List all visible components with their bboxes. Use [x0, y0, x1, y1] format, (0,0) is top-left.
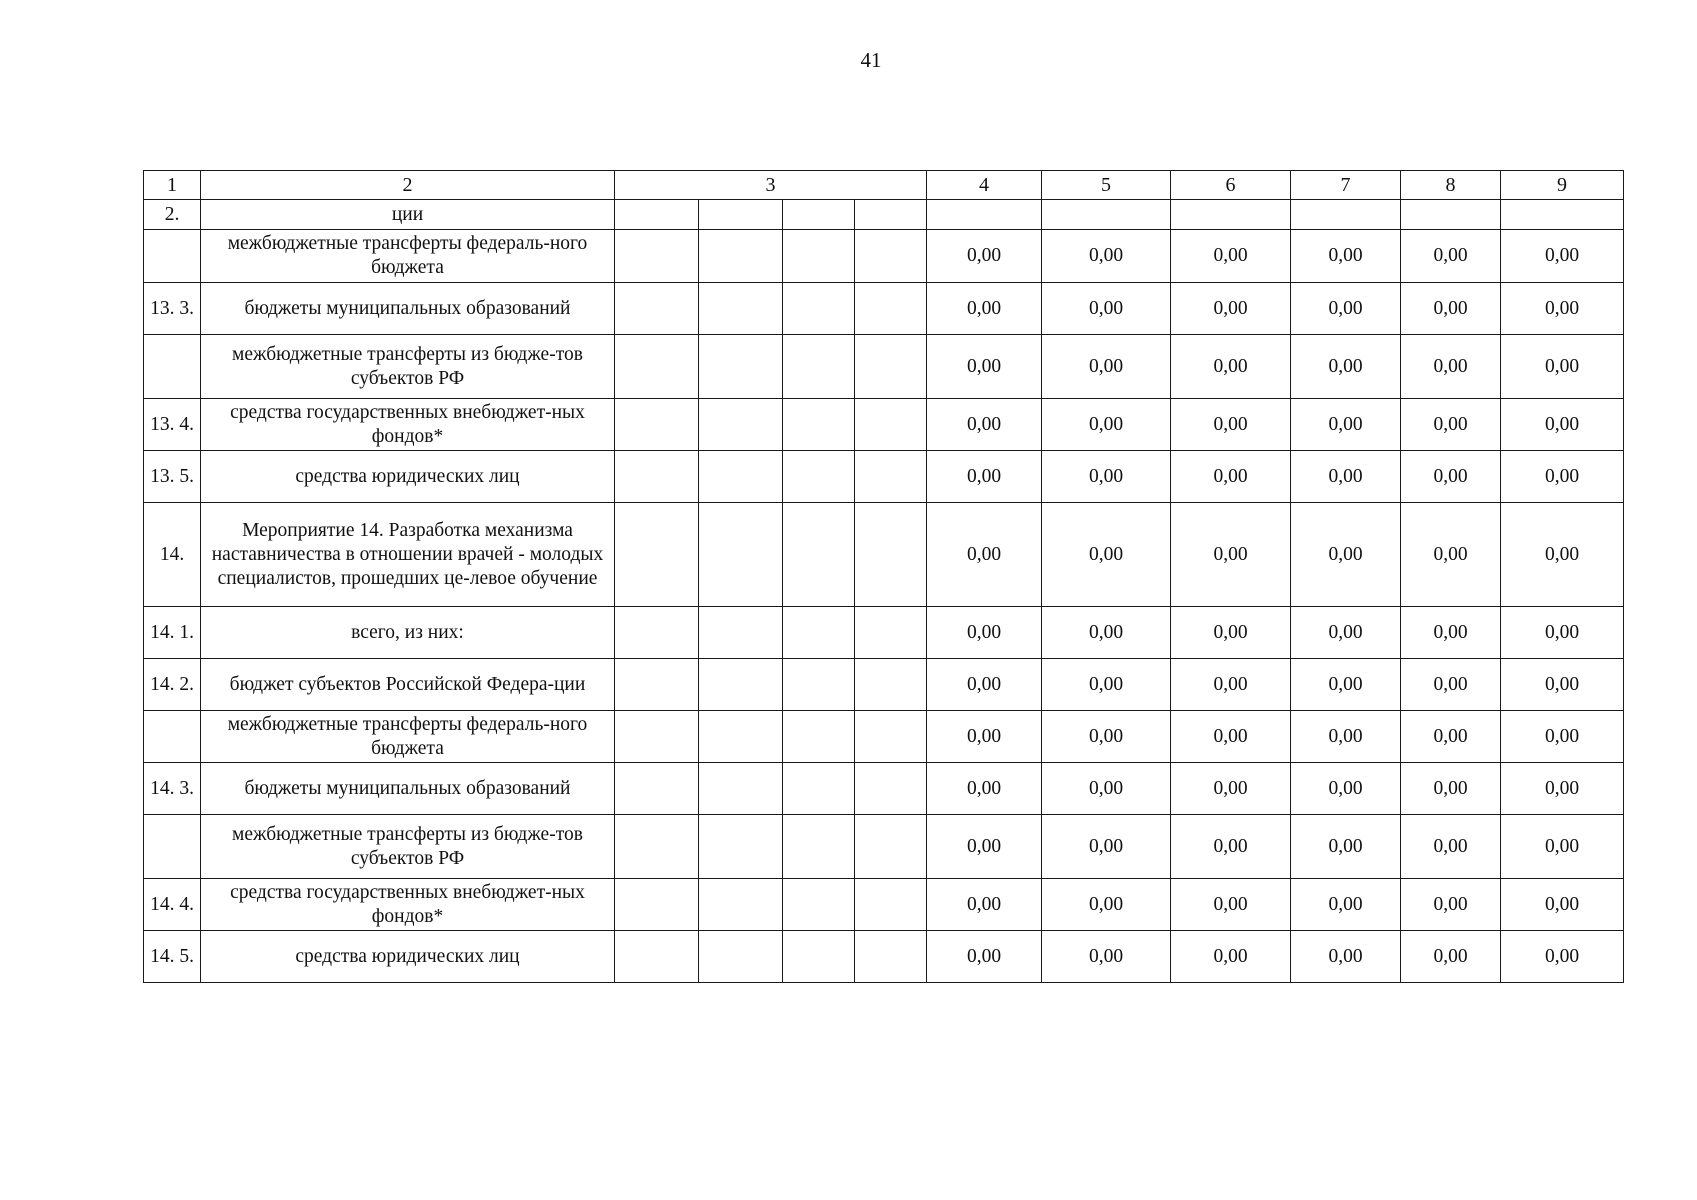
empty-cell [699, 399, 783, 451]
value-cell: 0,00 [1401, 335, 1501, 399]
value-cell: 0,00 [1501, 815, 1624, 879]
row-number: 13. 4. [144, 399, 201, 451]
empty-cell [1501, 200, 1624, 230]
header-cell: 7 [1291, 171, 1401, 200]
row-name: бюджет субъектов Российской Федера-ции [201, 659, 615, 711]
value-cell: 0,00 [1501, 335, 1624, 399]
row-name: средства государственных внебюджет-ных фондов* [201, 879, 615, 931]
empty-cell [855, 763, 927, 815]
empty-cell [783, 659, 855, 711]
value-cell: 0,00 [1171, 399, 1291, 451]
row-name: средства государственных внебюджет-ных фондов* [201, 399, 615, 451]
empty-cell [783, 399, 855, 451]
header-cell: 2 [201, 171, 615, 200]
value-cell: 0,00 [1501, 451, 1624, 503]
row-number: 14. [144, 503, 201, 607]
empty-cell [615, 931, 699, 983]
value-cell: 0,00 [1171, 879, 1291, 931]
row-name: межбюджетные трансферты из бюдже-тов субъектов РФ [201, 815, 615, 879]
value-cell: 0,00 [1042, 503, 1171, 607]
table-row [144, 230, 1624, 283]
empty-cell [699, 879, 783, 931]
value-cell: 0,00 [1291, 815, 1401, 879]
value-cell: 0,00 [1291, 711, 1401, 763]
value-cell: 0,00 [1501, 763, 1624, 815]
table-row [144, 451, 1624, 503]
value-cell: 0,00 [1501, 399, 1624, 451]
value-cell: 0,00 [1171, 451, 1291, 503]
table-row [144, 200, 1624, 230]
empty-cell [783, 283, 855, 335]
empty-cell [699, 607, 783, 659]
header-cell: 1 [144, 171, 201, 200]
header-cell: 9 [1501, 171, 1624, 200]
row-number: 2. [144, 200, 201, 230]
row-number: 13. 3. [144, 283, 201, 335]
empty-cell [783, 335, 855, 399]
header-cell: 8 [1401, 171, 1501, 200]
row-name: бюджеты муниципальных образований [201, 283, 615, 335]
empty-cell [699, 763, 783, 815]
value-cell: 0,00 [927, 607, 1042, 659]
value-cell: 0,00 [1042, 451, 1171, 503]
value-cell: 0,00 [1401, 607, 1501, 659]
empty-cell [783, 230, 855, 283]
value-cell: 0,00 [1291, 399, 1401, 451]
value-cell: 0,00 [1171, 763, 1291, 815]
empty-cell [699, 815, 783, 879]
empty-cell [615, 503, 699, 607]
value-cell: 0,00 [1501, 503, 1624, 607]
empty-cell [855, 815, 927, 879]
empty-cell [699, 335, 783, 399]
value-cell: 0,00 [1401, 763, 1501, 815]
value-cell: 0,00 [1042, 763, 1171, 815]
page-number: 41 [860, 48, 882, 72]
row-number: 13. 5. [144, 451, 201, 503]
value-cell: 0,00 [927, 503, 1042, 607]
empty-cell [855, 931, 927, 983]
empty-cell [615, 879, 699, 931]
value-cell: 0,00 [927, 763, 1042, 815]
header-cell: 5 [1042, 171, 1171, 200]
value-cell: 0,00 [1501, 607, 1624, 659]
value-cell: 0,00 [1291, 503, 1401, 607]
table-row [144, 879, 1624, 931]
value-cell: 0,00 [927, 230, 1042, 283]
value-cell: 0,00 [1291, 335, 1401, 399]
row-number [144, 711, 201, 763]
value-cell: 0,00 [927, 283, 1042, 335]
value-cell: 0,00 [1401, 283, 1501, 335]
empty-cell [855, 335, 927, 399]
row-name: всего, из них: [201, 607, 615, 659]
table-row [144, 931, 1624, 983]
empty-cell [855, 711, 927, 763]
empty-cell [855, 607, 927, 659]
value-cell: 0,00 [1291, 283, 1401, 335]
table-row [144, 503, 1624, 607]
empty-cell [615, 763, 699, 815]
empty-cell [699, 283, 783, 335]
empty-cell [699, 931, 783, 983]
value-cell: 0,00 [1171, 283, 1291, 335]
value-cell: 0,00 [1171, 607, 1291, 659]
empty-cell [615, 399, 699, 451]
value-cell: 0,00 [1171, 931, 1291, 983]
value-cell: 0,00 [1291, 931, 1401, 983]
empty-cell [615, 283, 699, 335]
value-cell: 0,00 [1401, 399, 1501, 451]
empty-cell [783, 763, 855, 815]
value-cell: 0,00 [1171, 711, 1291, 763]
row-name: ции [201, 200, 615, 230]
value-cell: 0,00 [1501, 931, 1624, 983]
value-cell: 0,00 [1171, 659, 1291, 711]
empty-cell [615, 711, 699, 763]
value-cell: 0,00 [1501, 283, 1624, 335]
row-number: 14. 4. [144, 879, 201, 931]
empty-cell [855, 451, 927, 503]
row-name: средства юридических лиц [201, 451, 615, 503]
value-cell: 0,00 [1291, 879, 1401, 931]
table-row [144, 711, 1624, 763]
value-cell: 0,00 [1042, 931, 1171, 983]
budget-table [143, 170, 1624, 983]
value-cell: 0,00 [927, 711, 1042, 763]
empty-cell [783, 931, 855, 983]
value-cell: 0,00 [927, 815, 1042, 879]
value-cell: 0,00 [1042, 283, 1171, 335]
header-cell: 6 [1171, 171, 1291, 200]
value-cell: 0,00 [927, 451, 1042, 503]
row-name: межбюджетные трансферты из бюдже-тов субъектов РФ [201, 335, 615, 399]
value-cell: 0,00 [1042, 815, 1171, 879]
empty-cell [1042, 200, 1171, 230]
empty-cell [783, 503, 855, 607]
empty-cell [783, 607, 855, 659]
header-cell: 3 [615, 171, 927, 200]
table-row [144, 335, 1624, 399]
empty-cell [615, 230, 699, 283]
empty-cell [615, 607, 699, 659]
empty-cell [855, 503, 927, 607]
row-name: межбюджетные трансферты федераль-ного бюджета [201, 230, 615, 283]
value-cell: 0,00 [927, 659, 1042, 711]
row-number: 14. 3. [144, 763, 201, 815]
row-name: межбюджетные трансферты федераль-ного бюджета [201, 711, 615, 763]
empty-cell [1171, 200, 1291, 230]
empty-cell [615, 815, 699, 879]
table-row [144, 399, 1624, 451]
empty-cell [1291, 200, 1401, 230]
value-cell: 0,00 [927, 931, 1042, 983]
empty-cell [699, 711, 783, 763]
row-number [144, 815, 201, 879]
table-row [144, 659, 1624, 711]
table-row [144, 763, 1624, 815]
empty-cell [783, 879, 855, 931]
value-cell: 0,00 [1401, 815, 1501, 879]
empty-cell [783, 200, 855, 230]
empty-cell [855, 200, 927, 230]
empty-cell [855, 230, 927, 283]
header-row [144, 171, 1624, 200]
value-cell: 0,00 [1042, 879, 1171, 931]
value-cell: 0,00 [1042, 399, 1171, 451]
value-cell: 0,00 [927, 399, 1042, 451]
value-cell: 0,00 [1291, 230, 1401, 283]
value-cell: 0,00 [1042, 335, 1171, 399]
empty-cell [1401, 200, 1501, 230]
empty-cell [855, 399, 927, 451]
empty-cell [855, 879, 927, 931]
header-cell: 4 [927, 171, 1042, 200]
value-cell: 0,00 [1401, 230, 1501, 283]
value-cell: 0,00 [1042, 659, 1171, 711]
value-cell: 0,00 [1401, 659, 1501, 711]
table-row [144, 607, 1624, 659]
value-cell: 0,00 [1401, 711, 1501, 763]
value-cell: 0,00 [1291, 763, 1401, 815]
value-cell: 0,00 [1171, 335, 1291, 399]
empty-cell [699, 200, 783, 230]
value-cell: 0,00 [1501, 659, 1624, 711]
empty-cell [855, 283, 927, 335]
row-number: 14. 2. [144, 659, 201, 711]
table-row [144, 283, 1624, 335]
empty-cell [615, 659, 699, 711]
value-cell: 0,00 [1171, 815, 1291, 879]
row-number: 14. 1. [144, 607, 201, 659]
row-name: Мероприятие 14. Разработка механизма наставничества в отношении врачей - молодых специалистов, прошедших це-левое обучение [201, 503, 615, 607]
value-cell: 0,00 [1501, 879, 1624, 931]
table-row [144, 815, 1624, 879]
value-cell: 0,00 [1401, 931, 1501, 983]
empty-cell [783, 711, 855, 763]
value-cell: 0,00 [1501, 711, 1624, 763]
empty-cell [699, 659, 783, 711]
value-cell: 0,00 [1042, 607, 1171, 659]
empty-cell [615, 200, 699, 230]
value-cell: 0,00 [1401, 879, 1501, 931]
empty-cell [783, 451, 855, 503]
row-number [144, 230, 201, 283]
empty-cell [927, 200, 1042, 230]
value-cell: 0,00 [927, 879, 1042, 931]
value-cell: 0,00 [1291, 607, 1401, 659]
value-cell: 0,00 [1042, 230, 1171, 283]
empty-cell [699, 503, 783, 607]
value-cell: 0,00 [1291, 451, 1401, 503]
value-cell: 0,00 [1401, 451, 1501, 503]
empty-cell [699, 230, 783, 283]
value-cell: 0,00 [1171, 503, 1291, 607]
value-cell: 0,00 [1401, 503, 1501, 607]
value-cell: 0,00 [1042, 711, 1171, 763]
value-cell: 0,00 [927, 335, 1042, 399]
row-name: средства юридических лиц [201, 931, 615, 983]
empty-cell [855, 659, 927, 711]
empty-cell [615, 451, 699, 503]
value-cell: 0,00 [1291, 659, 1401, 711]
empty-cell [783, 815, 855, 879]
row-number: 14. 5. [144, 931, 201, 983]
value-cell: 0,00 [1501, 230, 1624, 283]
empty-cell [615, 335, 699, 399]
empty-cell [699, 451, 783, 503]
row-name: бюджеты муниципальных образований [201, 763, 615, 815]
value-cell: 0,00 [1171, 230, 1291, 283]
row-number [144, 335, 201, 399]
